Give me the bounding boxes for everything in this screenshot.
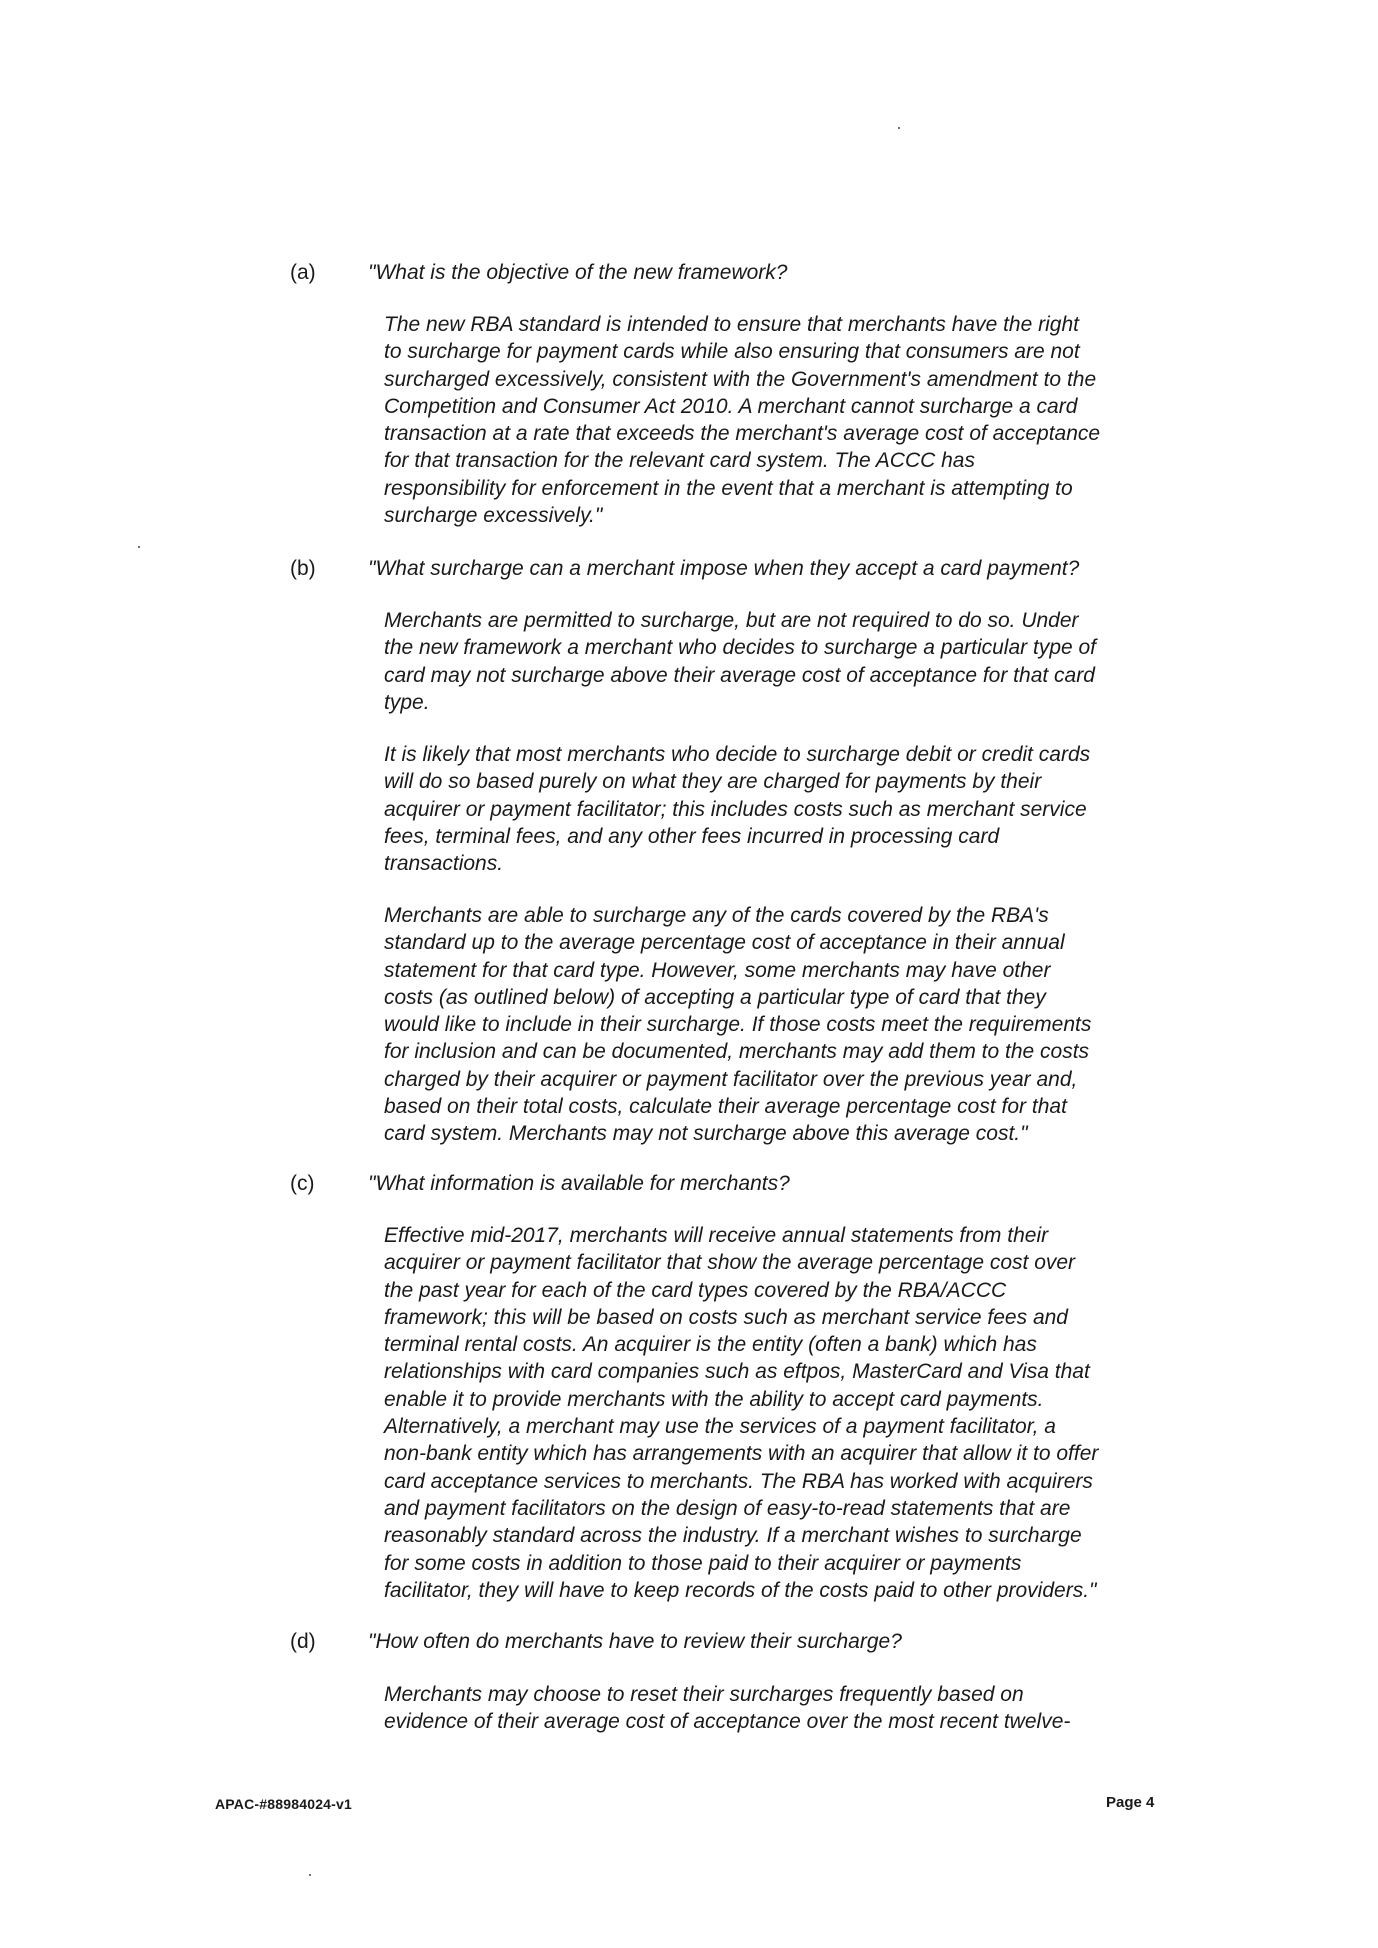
text-line: enable it to provide merchants with the ability to accept card payments.: [384, 1387, 1044, 1411]
section-d-paragraph-1: [384, 1681, 1204, 1736]
text-line: surcharge excessively.": [384, 504, 603, 528]
text-line: and payment facilitators on the design of easy-to-read statements that are: [384, 1496, 1071, 1520]
text-line: transaction at a rate that exceeds the merchant's average cost of acceptance: [384, 422, 1101, 446]
text-line: Merchants are able to surcharge any of the cards covered by the RBA's: [384, 904, 1049, 927]
section-a-question: "What is the objective of the new framework?: [368, 261, 788, 284]
text-line: evidence of their average cost of acceptance over the most recent twelve-: [384, 1710, 1071, 1734]
text-line: costs (as outlined below) of accepting a particular type of card that they: [384, 985, 1046, 1009]
text-line: non-bank entity which has arrangements with an acquirer that allow it to offer: [384, 1442, 1099, 1466]
text-line: for inclusion and can be documented, merchants may add them to the costs: [384, 1040, 1090, 1064]
section-b-paragraph-1: [384, 607, 1204, 716]
text-line: acquirer or payment facilitator that show the average percentage cost over: [384, 1251, 1076, 1275]
section-a-paragraph-1: [384, 311, 1204, 529]
text-line: based on their total costs, calculate their average percentage cost for that: [384, 1095, 1067, 1119]
text-line: reasonably standard across the industry. If a merchant wishes to surcharge: [384, 1524, 1082, 1548]
text-line: framework; this will be based on costs such as merchant service fees and: [384, 1305, 1068, 1329]
text-line: statement for that card type. However, some merchants may have other: [384, 958, 1051, 982]
section-c-paragraph-1: [384, 1222, 1204, 1604]
text-line: charged by their acquirer or payment facilitator over the previous year and,: [384, 1067, 1078, 1091]
section-a-label: (a): [290, 261, 316, 284]
scan-speck: [898, 127, 900, 129]
section-d-question: "How often do merchants have to review their surcharge?: [368, 1630, 902, 1653]
scan-speck: [309, 1874, 311, 1876]
section-c-label: (c): [290, 1172, 315, 1195]
text-line: type.: [384, 690, 430, 714]
text-line: fees, terminal fees, and any other fees incurred in processing card: [384, 824, 1000, 848]
text-line: for some costs in addition to those paid to their acquirer or payments: [384, 1551, 1022, 1575]
text-line: It is likely that most merchants who decide to surcharge debit or credit cards: [384, 743, 1091, 766]
text-line: standard up to the average percentage cost of acceptance in their annual: [384, 931, 1065, 955]
text-line: Competition and Consumer Act 2010. A merchant cannot surcharge a card: [384, 394, 1078, 418]
text-line: Merchants may choose to reset their surcharges frequently based on: [384, 1683, 1024, 1706]
text-line: Merchants are permitted to surcharge, but are not required to do so. Under: [384, 609, 1079, 632]
section-b-label: (b): [290, 557, 316, 580]
text-line: surcharged excessively, consistent with the Government's amendment to the: [384, 367, 1097, 391]
scan-speck: [138, 546, 140, 548]
text-line: the past year for each of the card types covered by the RBA/ACCC: [384, 1278, 1007, 1302]
text-line: Effective mid-2017, merchants will receive annual statements from their: [384, 1224, 1049, 1247]
text-line: transactions.: [384, 852, 504, 876]
text-line: card system. Merchants may not surcharge above this average cost.": [384, 1122, 1028, 1146]
text-line: card may not surcharge above their average cost of acceptance for that card: [384, 663, 1095, 687]
section-b-paragraph-2: [384, 741, 1204, 877]
section-d-label: (d): [290, 1630, 316, 1653]
text-line: Alternatively, a merchant may use the services of a payment facilitator, a: [384, 1415, 1056, 1439]
text-line: will do so based purely on what they are charged for payments by their: [384, 770, 1042, 794]
text-line: acquirer or payment facilitator; this includes costs such as merchant service: [384, 797, 1087, 821]
text-line: The new RBA standard is intended to ensure that merchants have the right: [384, 313, 1079, 336]
text-line: terminal rental costs. An acquirer is the entity (often a bank) which has: [384, 1333, 1037, 1357]
section-c-question: "What information is available for merchants?: [368, 1172, 790, 1195]
text-line: card acceptance services to merchants. The RBA has worked with acquirers: [384, 1469, 1093, 1493]
text-line: the new framework a merchant who decides to surcharge a particular type of: [384, 636, 1097, 660]
footer-page-number: Page 4: [1106, 1794, 1155, 1811]
section-b-question: "What surcharge can a merchant impose when they accept a card payment?: [368, 557, 1080, 580]
footer-document-reference: APAC-#88984024-v1: [215, 1796, 353, 1812]
section-b-paragraph-3: [384, 902, 1204, 1148]
text-line: to surcharge for payment cards while also ensuring that consumers are not: [384, 340, 1080, 364]
text-line: relationships with card companies such as eftpos, MasterCard and Visa that: [384, 1360, 1090, 1384]
text-line: would like to include in their surcharge. If those costs meet the requirements: [384, 1013, 1092, 1037]
text-line: responsibility for enforcement in the event that a merchant is attempting to: [384, 476, 1073, 500]
text-line: for that transaction for the relevant card system. The ACCC has: [384, 449, 975, 473]
text-line: facilitator, they will have to keep records of the costs paid to other providers.": [384, 1578, 1097, 1602]
